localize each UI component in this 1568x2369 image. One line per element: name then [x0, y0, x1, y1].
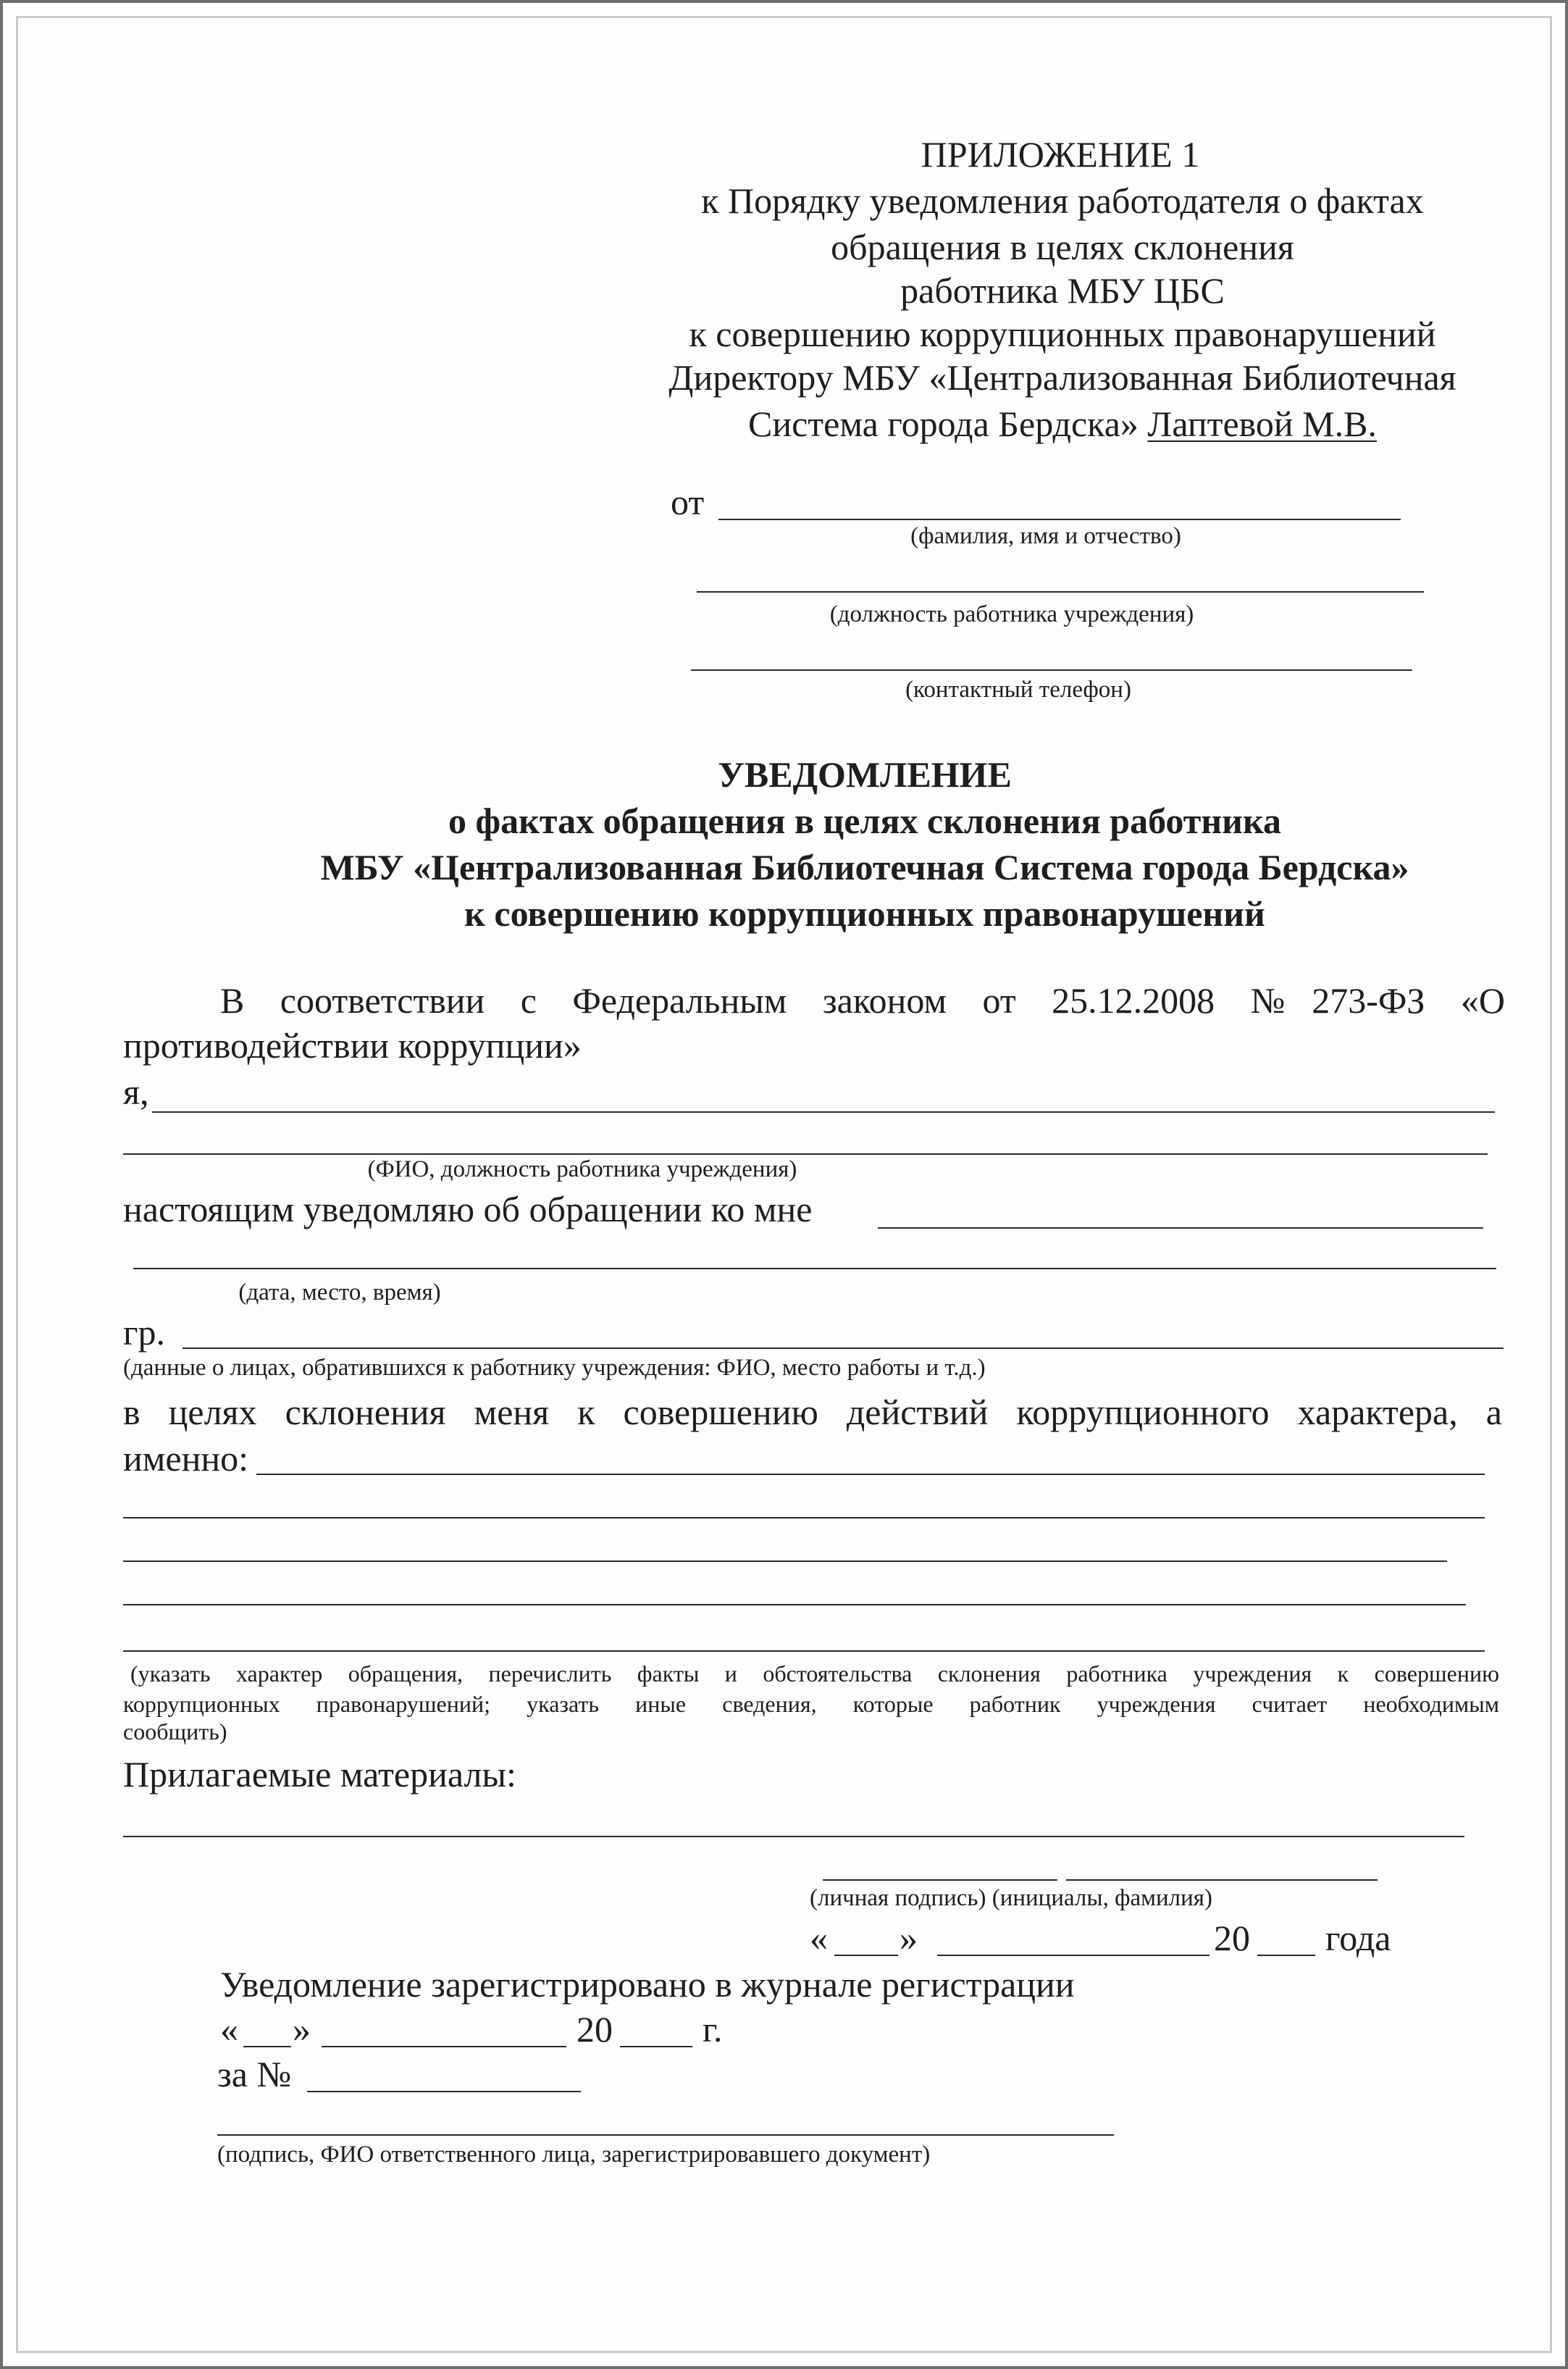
citizen-line[interactable] [183, 1348, 1504, 1349]
addressee-name: Лаптевой М.В. [1147, 404, 1377, 444]
sender-fio-line[interactable] [718, 519, 1401, 520]
registration-caption: (подпись, ФИО ответственного лица, зарегистрировавшего документ) [217, 2142, 931, 2168]
notify-line-2[interactable] [133, 1268, 1496, 1269]
addressee-line-1 [668, 359, 1456, 396]
nature-caption-2: коррупционных правонарушений; указать иные сведения, которые работник учреждения считает необходимым [123, 1691, 1499, 1717]
from-label: от [671, 482, 705, 522]
sender-fio-caption: (фамилия, имя и отчество) [910, 523, 1181, 549]
purpose-line-2: именно: [123, 1438, 248, 1479]
signature-day-line[interactable] [834, 1955, 898, 1956]
signature-month-line[interactable] [937, 1955, 1209, 1956]
addressee-org-end: Система города Бердска» [748, 404, 1139, 444]
date-place-time-caption: (дата, место, время) [238, 1279, 441, 1305]
appendix-subtitle-1: к Порядку уведомления работодателя о фактах [701, 180, 1424, 221]
registration-quote-open: « [220, 2009, 238, 2050]
persons-caption: (данные о лицах, обратившихся к работнику учреждения: ФИО, место работы и т.д.) [123, 1355, 986, 1381]
purpose-line-fill-3[interactable] [123, 1560, 1447, 1562]
sender-position-line[interactable] [697, 591, 1424, 593]
signature-quote-open: « [810, 1918, 828, 1958]
signature-line[interactable] [823, 1879, 1057, 1881]
nature-caption-1: (указать характер обращения, перечислить факты и обстоятельства склонения работника учреждения к совершению [130, 1660, 1499, 1687]
signature-quote-close: » [900, 1918, 918, 1958]
registration-title: Уведомление зарегистрировано в журнале регистрации [220, 1964, 1075, 2005]
signature-caption: (личная подпись) (инициалы, фамилия) [810, 1885, 1212, 1911]
appendix-subtitle-4: к совершению коррупционных правонарушений [689, 314, 1436, 354]
signature-year-suffix: года [1325, 1918, 1391, 1958]
appendix-subtitle-2: обращения в целях склонения [831, 227, 1294, 267]
employee-fio-caption: (ФИО, должность работника учреждения) [367, 1156, 797, 1182]
purpose-line-fill-2[interactable] [123, 1517, 1485, 1518]
notice-subtitle-1: о фактах обращения в целях склонения работника [448, 801, 1281, 841]
initials-line[interactable] [1066, 1879, 1378, 1881]
appendix-title: ПРИЛОЖЕНИЕ 1 [921, 134, 1200, 175]
notice-title: УВЕДОМЛЕНИЕ [718, 754, 1012, 795]
intro-line-2: противодействии коррупции» [123, 1025, 582, 1066]
registration-signature-line[interactable] [217, 2134, 1114, 2136]
registration-number-label: за № [217, 2054, 292, 2094]
purpose-line-fill-4[interactable] [123, 1604, 1466, 1605]
intro-line-1: В соответствии с Федеральным законом от 25.12.2008 №273-ФЗ «О [220, 980, 1505, 1021]
employee-fio-line-2[interactable] [123, 1153, 1488, 1155]
notify-line-1[interactable] [878, 1227, 1483, 1229]
attachments-line[interactable] [123, 1836, 1464, 1837]
registration-number-line[interactable] [307, 2091, 581, 2092]
citizen-label: гр. [123, 1312, 166, 1353]
attachments-label: Прилагаемые материалы: [123, 1754, 516, 1794]
sender-position-caption: (должность работника учреждения) [829, 601, 1194, 627]
registration-month-line[interactable] [322, 2046, 566, 2047]
addressee-org: Директору МБУ «Централизованная Библиотечная [668, 357, 1456, 398]
registration-day-line[interactable] [243, 2046, 291, 2047]
purpose-line-fill-1[interactable] [256, 1474, 1485, 1475]
notice-subtitle-3: к совершению коррупционных правонарушений [464, 893, 1265, 934]
registration-year-prefix: 20 [577, 2009, 613, 2050]
notice-subtitle-2: МБУ «Централизованная Библиотечная Система города Бердска» [320, 847, 1409, 887]
i-label: я, [123, 1071, 149, 1112]
sender-phone-caption: (контактный телефон) [905, 677, 1131, 703]
appendix-subtitle-3: работника МБУ ЦБС [900, 270, 1225, 311]
employee-fio-line-1[interactable] [152, 1111, 1495, 1113]
registration-quote-close: » [293, 2009, 311, 2050]
registration-year-suffix: г. [703, 2009, 723, 2050]
purpose-line-1: в целях склонения меня к совершению действий коррупционного характера, а [123, 1392, 1502, 1432]
addressee-line-2 [748, 406, 1377, 442]
notify-label: настоящим уведомляю об обращении ко мне [123, 1189, 813, 1229]
signature-year-prefix: 20 [1214, 1918, 1250, 1958]
purpose-line-fill-5[interactable] [123, 1650, 1485, 1652]
signature-year-line[interactable] [1257, 1955, 1315, 1956]
nature-caption-3: сообщить) [123, 1718, 227, 1745]
sender-phone-line[interactable] [691, 669, 1412, 671]
registration-year-line[interactable] [620, 2046, 692, 2047]
